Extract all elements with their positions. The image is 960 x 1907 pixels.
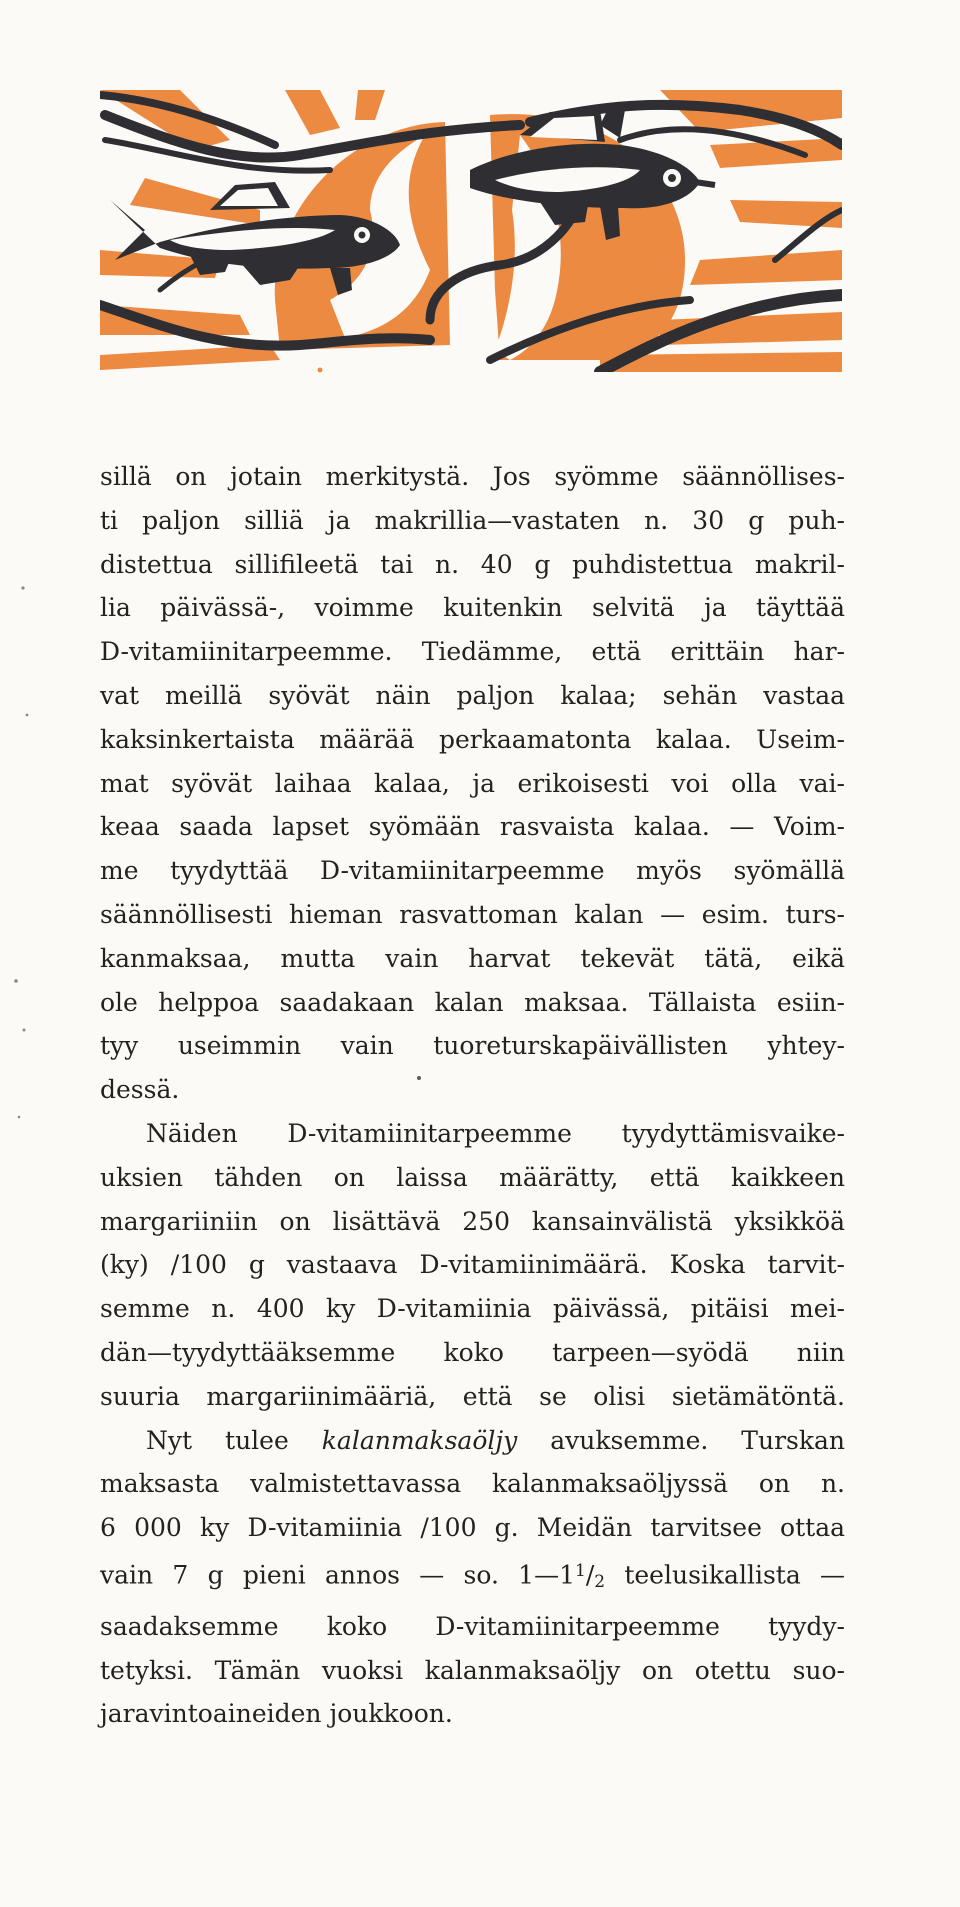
text-fragment: avuksemme. Turskan bbox=[550, 1425, 846, 1455]
text-line: D-vitamiinitarpeemme. Tiedämme, että erittäin har- bbox=[100, 637, 845, 667]
text-line: me tyydyttää D-vitamiinitarpeemme myös syömällä bbox=[100, 856, 845, 886]
paragraph-1 bbox=[100, 455, 845, 1112]
text-line: sillä on jotain merkitystä. Jos syömme säännöllises- bbox=[100, 462, 845, 491]
text-line: suuria margariinimääriä, että se olisi sietämätöntä. bbox=[100, 1381, 845, 1411]
article-text bbox=[100, 455, 845, 1736]
text-line: 6 000 ky D-vitamiinia /100 g. Meidän tarvitsee ottaa bbox=[100, 1513, 845, 1543]
text-line: saadaksemme koko D-vitamiinitarpeemme tyydy- bbox=[100, 1611, 845, 1641]
text-line: tyy useimmin vain tuoreturskapäivällisten yhtey- bbox=[100, 1031, 845, 1061]
fraction-denominator: 2 bbox=[594, 1571, 606, 1592]
text-line: distettua sillifileetä tai n. 40 g puhdistettua makril- bbox=[100, 549, 845, 579]
text-line: keaa saada lapset syömään rasvaista kalaa. — Voim- bbox=[100, 812, 845, 842]
paragraph-3 bbox=[100, 1419, 845, 1737]
text-line: (ky) /100 g vastaava D-vitamiinimäärä. Koska tarvit- bbox=[100, 1250, 845, 1280]
text-line: ti paljon silliä ja makrillia—vastaten n. 30 g puh- bbox=[100, 505, 845, 535]
fraction-numerator: 1 bbox=[574, 1560, 586, 1581]
text-line bbox=[100, 1419, 845, 1463]
text-line: margariiniin on lisättävä 250 kansainvälistä yksikköä bbox=[100, 1206, 845, 1236]
text-fragment: vain 7 g pieni annos — so. 1—1 bbox=[100, 1560, 575, 1590]
dust-speck bbox=[14, 979, 18, 983]
text-line: ole helppoa saadakaan kalan maksaa. Tällaista esiin- bbox=[100, 987, 845, 1017]
text-line: dessä. bbox=[100, 1075, 180, 1105]
text-line: maksasta valmistettavassa kalanmaksaöljyssä on n. bbox=[100, 1469, 845, 1499]
text-line: vat meillä syövät näin paljon kalaa; sehän vastaa bbox=[100, 680, 845, 710]
dust-speck bbox=[18, 1116, 21, 1119]
text-line: dän—tyydyttääksemme koko tarpeen—syödä niin bbox=[100, 1337, 845, 1367]
fish-woodcut-illustration bbox=[100, 90, 842, 372]
paragraph-2 bbox=[100, 1112, 845, 1419]
text-line: kaksinkertaista määrää perkaamatonta kalaa. Useim- bbox=[100, 724, 845, 754]
dust-speck bbox=[26, 714, 29, 717]
text-line: mat syövät laihaa kalaa, ja erikoisesti voi olla vai- bbox=[100, 768, 845, 798]
text-line: vain 7 g pieni annos — so. $1—1^1/2$ teelusikallista — bbox=[100, 1560, 845, 1592]
text-line: lia päivässä-, voimme kuitenkin selvitä ja täyttää bbox=[100, 593, 845, 623]
emphasis-term: kalanmaksaöljy bbox=[321, 1425, 518, 1455]
text-line: semme n. 400 ky D-vitamiinia päivässä, pitäisi mei- bbox=[100, 1294, 845, 1324]
text-line: jaravintoaineiden joukkoon. bbox=[100, 1699, 453, 1729]
dust-speck bbox=[21, 586, 24, 589]
text-line: kanmaksaa, mutta vain harvat tekevät tätä, eikä bbox=[100, 943, 845, 973]
text-fragment: Nyt tulee bbox=[146, 1425, 289, 1455]
text-line: uksien tähden on laissa määrätty, että kaikkeen bbox=[100, 1162, 845, 1192]
text-line: säännöllisesti hieman rasvattoman kalan — esim. turs- bbox=[100, 899, 845, 929]
text-line: Näiden D-vitamiinitarpeemme tyydyttämisvaike- bbox=[146, 1118, 845, 1148]
text-fragment: teelusikallista — bbox=[605, 1560, 845, 1590]
text-line: tetyksi. Tämän vuoksi kalanmaksaöljy on otettu suo- bbox=[100, 1655, 845, 1685]
dust-speck bbox=[23, 1029, 26, 1032]
